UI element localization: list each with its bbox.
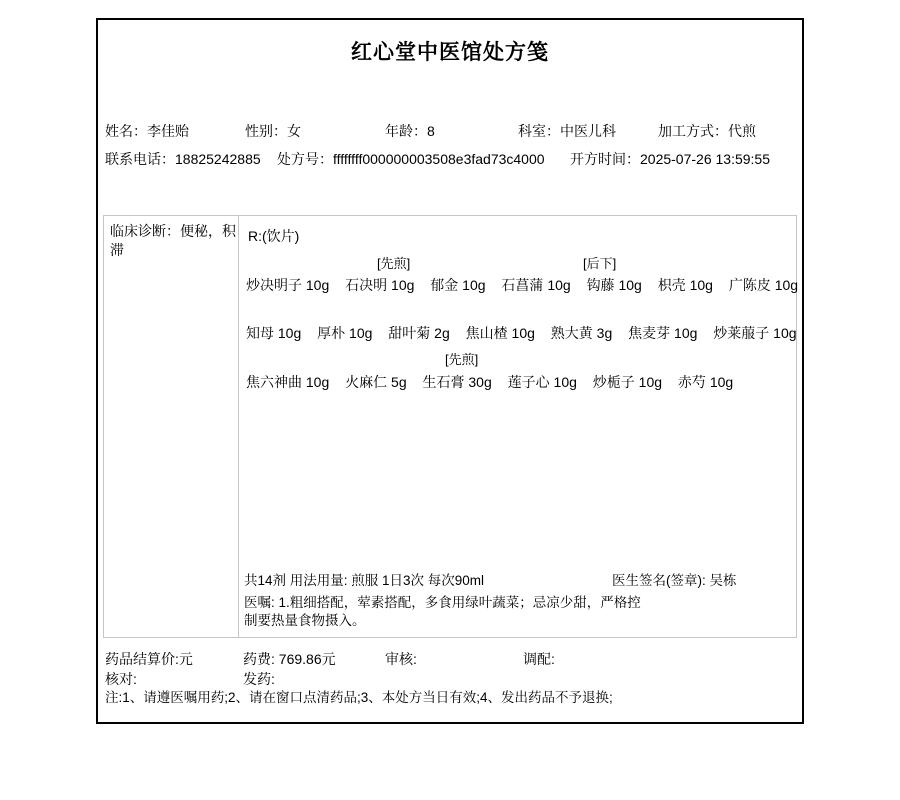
doctor-signature-name: 吴栋 (709, 573, 737, 588)
herb-item (466, 325, 535, 341)
rx-number-field (277, 151, 545, 167)
herb-name: 焦山楂 (465, 325, 508, 341)
herb-name: 赤芍 (677, 374, 706, 390)
herb-name: 焦麦芽 (628, 325, 671, 341)
herb-item (345, 374, 406, 390)
patient-gender-value: 女 (287, 123, 301, 139)
herb-name: 炒决明子 (246, 277, 302, 293)
diagnosis-value: 便秘，积滞 (110, 223, 236, 258)
herb-name: 石菖蒲 (501, 277, 544, 293)
tag-first-decoct: [先煎] (445, 352, 479, 367)
herb-dose: 30g (468, 374, 492, 390)
settlement-price-value: 元 (178, 651, 193, 667)
herb-row (246, 374, 745, 390)
herb-dose: 10g (511, 325, 535, 341)
herb-dose: 10g (618, 277, 642, 293)
patient-name-value: 李佳贻 (147, 123, 189, 139)
herb-item (345, 277, 414, 293)
herb-dose: 3g (596, 325, 613, 341)
herb-item (593, 374, 662, 390)
dispense-field: 调配: (523, 651, 555, 667)
herb-dose: 10g (391, 277, 415, 293)
herb-name: 熟大黄 (550, 325, 593, 341)
processing-method-value: 代煎 (728, 123, 756, 139)
herb-dose: 10g (689, 277, 713, 293)
herb-item (388, 325, 449, 341)
herb-dose: 5g (391, 374, 407, 390)
settlement-price-label: 药品结算价: (105, 651, 179, 667)
herb-dose: 10g (305, 374, 330, 390)
herb-name: 炒栀子 (592, 374, 635, 390)
patient-gender-field (245, 123, 301, 139)
herb-name: 石决明 (345, 277, 388, 293)
patient-age-value: 8 (427, 123, 435, 139)
herb-name: 火麻仁 (345, 374, 388, 390)
herb-item (713, 325, 796, 341)
herb-row (246, 277, 810, 293)
phone-value: 18825242885 (175, 151, 261, 167)
clinical-diagnosis (110, 222, 237, 260)
rx-header: R:(饮片) (248, 228, 300, 244)
medicine-fee-label: 药费: (243, 651, 275, 667)
diagnosis-label: 临床诊断： (110, 223, 180, 239)
review-field: 审核: (385, 651, 417, 667)
tag-add-later: [后下] (583, 256, 617, 271)
herb-dose: 10g (674, 325, 698, 341)
doctor-advice: 医嘱: 1.粗细搭配，荤素搭配，多食用绿叶蔬菜；忌凉少甜，严格控制要热量食物摄入。 (244, 595, 641, 628)
department-value: 中医儿科 (560, 123, 616, 139)
herb-item (246, 374, 329, 390)
herb-item (423, 374, 492, 390)
herb-dose: 2g (434, 325, 450, 341)
herb-name: 生石膏 (422, 374, 465, 390)
herb-name: 莲子心 (507, 374, 550, 390)
rx-time-field (570, 151, 770, 167)
herb-item (508, 374, 577, 390)
doctor-signature (612, 573, 737, 589)
herb-item (246, 277, 329, 293)
patient-gender-label: 性别： (245, 123, 287, 139)
tag-first-decoct: [先煎] (377, 256, 411, 271)
phone-label: 联系电话： (105, 151, 175, 167)
issue-field: 发药: (243, 671, 275, 687)
processing-method-label: 加工方式： (658, 123, 728, 139)
rx-time-label: 开方时间： (570, 151, 640, 167)
herb-item (729, 277, 798, 293)
herb-item (501, 277, 570, 293)
doctor-signature-label: 医生签名(签章): (612, 573, 710, 588)
herb-item (678, 374, 733, 390)
rx-time-value: 2025-07-26 13:59:55 (640, 151, 770, 167)
herb-item (628, 325, 697, 341)
settlement-price-field (105, 651, 193, 667)
herb-name: 焦六神曲 (246, 374, 302, 390)
herb-item (317, 325, 372, 341)
herb-name: 炒莱菔子 (713, 325, 770, 341)
herb-dose: 10g (547, 277, 571, 293)
herb-name: 钩藤 (586, 277, 615, 293)
medicine-fee-value: 769.86元 (278, 651, 336, 667)
herb-dose: 10g (774, 277, 799, 293)
herb-name: 广陈皮 (728, 277, 771, 293)
herb-item (658, 277, 713, 293)
herb-item (246, 325, 301, 341)
patient-name-label: 姓名： (105, 123, 147, 139)
herb-dose: 10g (638, 374, 663, 390)
herb-name: 甜叶菊 (388, 325, 431, 341)
phone-field (105, 151, 261, 167)
dosage-summary: 共14剂 用法用量: 煎服 1日3次 每次90ml (244, 573, 485, 588)
herb-item (551, 325, 612, 341)
patient-name-field (105, 123, 189, 139)
department-label: 科室： (518, 123, 560, 139)
herb-dose: 10g (709, 374, 734, 390)
footer-note: 注:1、请遵医嘱用药;2、请在窗口点清药品;3、本处方当日有效;4、发出药品不予退换; (105, 690, 613, 705)
patient-age-label: 年龄： (385, 123, 427, 139)
rx-number-label: 处方号： (277, 151, 333, 167)
herb-dose: 10g (553, 374, 577, 390)
herb-name: 郁金 (430, 277, 459, 293)
diagnosis-column-divider (238, 215, 239, 638)
processing-method-field (658, 123, 756, 139)
herb-name: 枳壳 (657, 277, 686, 293)
herb-item (587, 277, 642, 293)
check-field: 核对: (105, 671, 137, 687)
herb-name: 厚朴 (317, 325, 346, 341)
herb-dose: 10g (349, 325, 373, 341)
medicine-fee-field (243, 651, 336, 667)
patient-age-field (385, 123, 435, 139)
herb-dose: 10g (305, 277, 330, 293)
herb-name: 知母 (246, 325, 274, 341)
page-title: 红心堂中医馆处方笺 (351, 41, 549, 64)
herb-dose: 10g (773, 325, 797, 341)
herb-row (246, 325, 809, 341)
herb-item (430, 277, 485, 293)
department-field (518, 123, 616, 139)
herb-dose: 10g (462, 277, 486, 293)
herb-dose: 10g (277, 325, 302, 341)
rx-number-value: ffffffff000000003508e3fad73c4000 (333, 151, 545, 167)
